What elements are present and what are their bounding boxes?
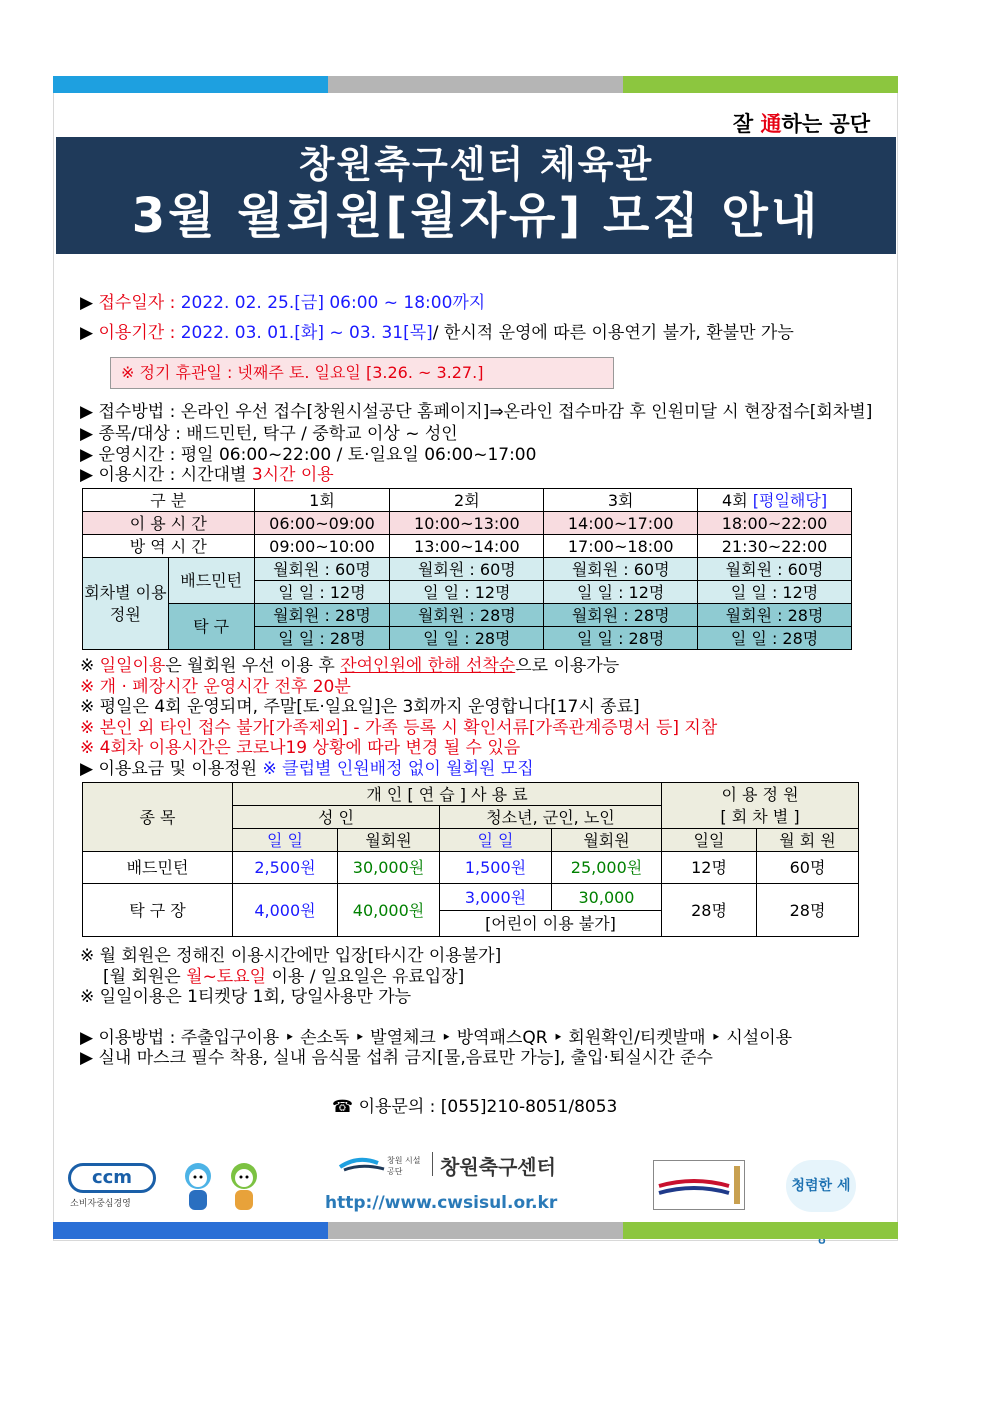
slogan: 잘 通하는 공단	[732, 112, 870, 136]
ccm-logo: ccm	[68, 1163, 156, 1193]
info-method: ▶ 접수방법 : 온라인 우선 접수[창원시설공단 홈페이지]⇒온라인 접수마감 후 인원미달 시 현장접수[회차별]	[80, 402, 873, 422]
monthly-note: ※ 월 회원은 정해진 이용시간에만 입장[타시간 이용불가]	[80, 946, 502, 966]
integrity-logo: 청렴한 세	[786, 1160, 856, 1212]
note-daily: ※ 일일이용은 월회원 우선 이용 후 잔여인원에 한해 선착순으로 이용가능	[80, 656, 620, 676]
org-name: 창원축구센터	[440, 1155, 556, 1179]
ccm-subtitle: 소비자중심경영	[70, 1199, 131, 1209]
certification-logo	[653, 1160, 745, 1210]
note-fees-heading: ▶ 이용요금 및 이용정원 ※ 클럽별 인원배정 없이 월회원 모집	[80, 759, 534, 779]
contact: ☎ 이용문의 : [055]210-8051/8053	[332, 1097, 618, 1117]
bottom-color-bar	[53, 1222, 898, 1239]
holiday-notice: ※ 정기 휴관일 : 넷째주 토. 일요일 [3.26. ~ 3.27.]	[110, 357, 614, 389]
title-line2: 3월 월회원[월자유] 모집 안내	[131, 188, 821, 244]
monthly-days-note: [월 회원은 월~토요일 이용 / 일요일은 유료입장]	[103, 967, 465, 987]
note-open-close: ※ 개 · 폐장시간 운영시간 전후 20분	[80, 677, 351, 697]
usage-period: ▶ 이용기간 : 2022. 03. 01.[화] ~ 03. 31[목]/ 한시적 운영에 따른 이용연기 불가, 환불만 가능	[80, 323, 794, 343]
org-divider	[432, 1152, 433, 1176]
note-proxy: ※ 본인 외 타인 접수 불가[가족제외] - 가족 등록 시 확인서류[가족관계증명서 등] 지참	[80, 718, 718, 738]
title-banner	[56, 137, 896, 254]
fee-table: 종 목 개 인 [ 연 습 ] 사 용 료 이 용 정 원 [ 회 차 별 ] 성 인 청소년, 군인, 노인 일 일 월회원 일 일 월회원 일일 월 회 원 배드민턴 2,500원 30,000원 1,500원 25,000원 12명 60명 탁 구 장 4,000원 40,000원 3,000원 30,000 28명 28명 [어린이 이용 불가]	[82, 782, 859, 937]
org-small-label: 창원 시설공단	[387, 1156, 421, 1176]
org-logo-icon	[338, 1155, 388, 1179]
mascot-icon	[178, 1160, 268, 1219]
schedule-table: 구 분 1회 2회 3회 4회 [평일해당] 이 용 시 간 06:00~09:00 10:00~13:00 14:00~17:00 18:00~22:00 방 역 시 간 09:00~10:00 13:00~14:00 17:00~18:00 21:30~22:00 회차별 이용정원 배드민턴 월회원 : 60명 월회원 : 60명 월회원 : 60명 월회원 : 60명 일 일 : 12명 일 일 : 12명 일 일 : 12명 일 일 : 12명 탁 구 월회원 : 28명 월회원 : 28명 월회원 : 28명 월회원 : 28명 일 일 : 28명 일 일 : 28명 일 일 : 28명 일 일 : 28명	[82, 488, 852, 650]
reception-date: ▶ 접수일자 : 2022. 02. 25.[금] 06:00 ~ 18:00까지	[80, 293, 486, 313]
info-usage-time: ▶ 이용시간 : 시간대별 3시간 이용	[80, 465, 334, 485]
title-line1: 창원축구센터 체육관	[298, 143, 654, 186]
info-hours: ▶ 운영시간 : 평일 06:00~22:00 / 토·일요일 06:00~17:00	[80, 445, 537, 465]
note-weekday: ※ 평일은 4회 운영되며, 주말[토·일요일]은 3회까지 운영합니다[17시 종료]	[80, 697, 640, 717]
daily-ticket-note: ※ 일일이용은 1티켓당 1회, 당일사용만 가능	[80, 987, 412, 1007]
info-target: ▶ 종목/대상 : 배드민턴, 탁구 / 중학교 이상 ~ 성인	[80, 424, 458, 444]
note-covid: ※ 4회차 이용시간은 코로나19 상황에 따라 변경 될 수 있음	[80, 738, 521, 758]
website-link[interactable]: http://www.cwsisul.or.kr	[325, 1193, 558, 1213]
top-color-bar	[53, 76, 898, 93]
usage-method: ▶ 이용방법 : 주출입구이용 ‣ 손소독 ‣ 발열체크 ‣ 방역패스QR ‣ 회원확인/티켓발매 ‣ 시설이용	[80, 1028, 793, 1048]
mask-rule: ▶ 실내 마스크 필수 착용, 실내 음식물 섭취 금지[물,음료만 가능], 출입·퇴실시간 준수	[80, 1048, 713, 1068]
